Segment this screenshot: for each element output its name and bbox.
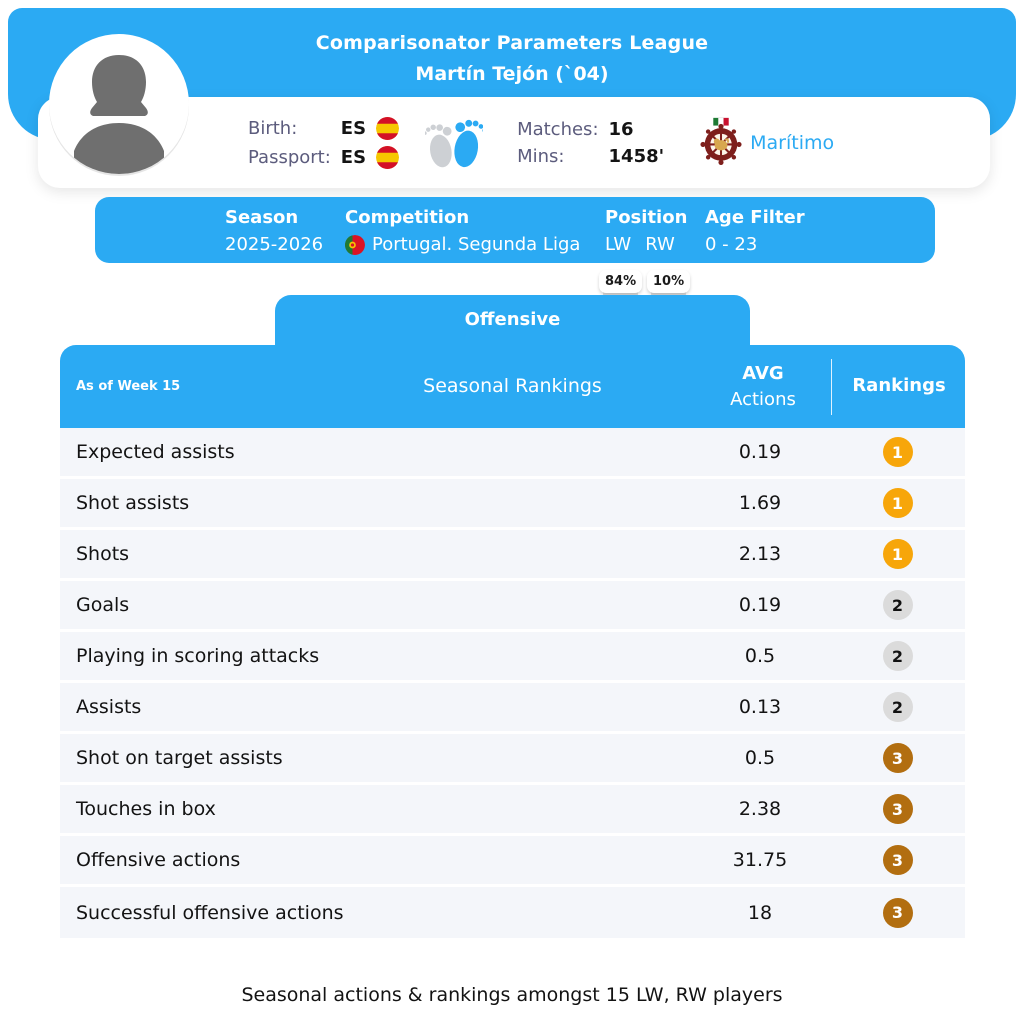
stat-rank-cell — [830, 794, 965, 824]
stat-avg-value: 18 — [747, 901, 773, 924]
nationality-block — [248, 117, 399, 169]
stat-rank-cell — [830, 488, 965, 518]
stat-avg-value: 0.5 — [744, 645, 776, 667]
spain-flag-icon — [376, 146, 399, 169]
spain-flag-icon — [376, 117, 399, 140]
stat-rank-cell — [830, 641, 965, 671]
stat-label: Successful offensive actions — [76, 901, 344, 924]
stat-label: Expected assists — [76, 441, 235, 463]
stat-rank-cell — [830, 692, 965, 722]
passport-value: ES — [340, 146, 367, 168]
league-title: Comparisonator Parameters League — [315, 32, 709, 54]
stats-table — [60, 428, 965, 938]
rank-badge-gold: 1 — [883, 437, 913, 467]
table-row — [60, 530, 965, 581]
position-label: Position — [605, 207, 688, 228]
table-row — [60, 581, 965, 632]
table-row — [60, 836, 965, 887]
position-share-lw-badge: 84% — [599, 270, 642, 293]
table-row — [60, 683, 965, 734]
table-row — [60, 428, 965, 479]
stat-label: Shot assists — [76, 492, 190, 514]
rank-badge-bronze: 3 — [883, 743, 913, 773]
table-row — [60, 785, 965, 836]
competition-value: Portugal. Segunda Liga — [372, 234, 581, 255]
table-row — [60, 887, 965, 938]
position-code-rw: RW — [645, 234, 675, 255]
age-filter-value: 0 - 23 — [705, 234, 758, 255]
birth-label: Birth: — [248, 117, 298, 139]
matches-label: Matches: — [517, 118, 599, 140]
stat-label: Shots — [76, 543, 130, 565]
stat-avg-value: 31.75 — [732, 849, 788, 871]
rank-badge-silver: 2 — [883, 590, 913, 620]
stat-label: Playing in scoring attacks — [76, 645, 320, 667]
stat-rank-cell — [830, 898, 965, 928]
maritimo-crest-icon — [700, 117, 742, 169]
birth-value: ES — [340, 117, 367, 139]
position-code-lw: LW — [605, 234, 632, 255]
tab-offensive[interactable] — [275, 295, 750, 351]
rank-badge-silver: 2 — [883, 692, 913, 722]
rank-badge-bronze: 3 — [883, 794, 913, 824]
club-block — [700, 117, 834, 169]
mins-label: Mins: — [517, 145, 565, 167]
tab-offensive-label: Offensive — [464, 309, 561, 330]
as-of-week-label: As of Week 15 — [76, 379, 181, 394]
stat-rank-cell — [830, 743, 965, 773]
season-label: Season — [225, 207, 299, 228]
rank-badge-bronze: 3 — [883, 845, 913, 875]
table-row — [60, 479, 965, 530]
stat-label: Offensive actions — [76, 849, 241, 871]
mins-value: 1458' — [608, 145, 665, 167]
stat-avg-value: 0.19 — [738, 594, 782, 616]
preferred-foot-icon — [425, 110, 483, 176]
footer-note: Seasonal actions & rankings amongst 15 LW, RW players — [241, 984, 783, 1006]
stat-label: Shot on target assists — [76, 747, 283, 769]
rank-badge-gold: 1 — [883, 488, 913, 518]
playtime-block — [517, 119, 674, 167]
column-seasonal-rankings: Seasonal Rankings — [423, 375, 602, 397]
header-divider — [831, 359, 832, 415]
table-row — [60, 632, 965, 683]
stat-avg-value: 2.13 — [738, 543, 782, 565]
stat-rank-cell — [830, 539, 965, 569]
filters-bar — [95, 197, 935, 289]
stat-label: Goals — [76, 594, 130, 616]
stat-avg-value: 0.19 — [738, 441, 782, 463]
stat-avg-value: 1.69 — [738, 492, 782, 514]
season-value: 2025-2026 — [225, 234, 324, 255]
stat-avg-value: 0.13 — [738, 696, 782, 718]
matches-value: 16 — [608, 118, 634, 140]
age-filter-label: Age Filter — [705, 207, 805, 228]
competition-label: Competition — [345, 207, 470, 228]
stat-label: Assists — [76, 696, 142, 718]
stat-rank-cell — [830, 437, 965, 467]
club-name: Marítimo — [750, 131, 835, 154]
stat-rank-cell — [830, 845, 965, 875]
table-header — [60, 345, 965, 428]
player-avatar-placeholder — [48, 33, 190, 179]
position-share-rw-badge: 10% — [647, 270, 690, 293]
player-name: Martín Tejón (`04) — [415, 63, 609, 85]
rank-badge-bronze: 3 — [883, 898, 913, 928]
stat-label: Touches in box — [76, 798, 216, 820]
stat-avg-value: 0.5 — [744, 747, 776, 769]
stat-avg-value: 2.38 — [738, 798, 782, 820]
column-avg-actions: AVG Actions — [730, 363, 796, 410]
portugal-flag-icon — [345, 235, 365, 255]
passport-label: Passport: — [248, 146, 331, 168]
column-rankings: Rankings — [852, 375, 946, 396]
table-row — [60, 734, 965, 785]
stat-rank-cell — [830, 590, 965, 620]
rank-badge-silver: 2 — [883, 641, 913, 671]
rank-badge-gold: 1 — [883, 539, 913, 569]
